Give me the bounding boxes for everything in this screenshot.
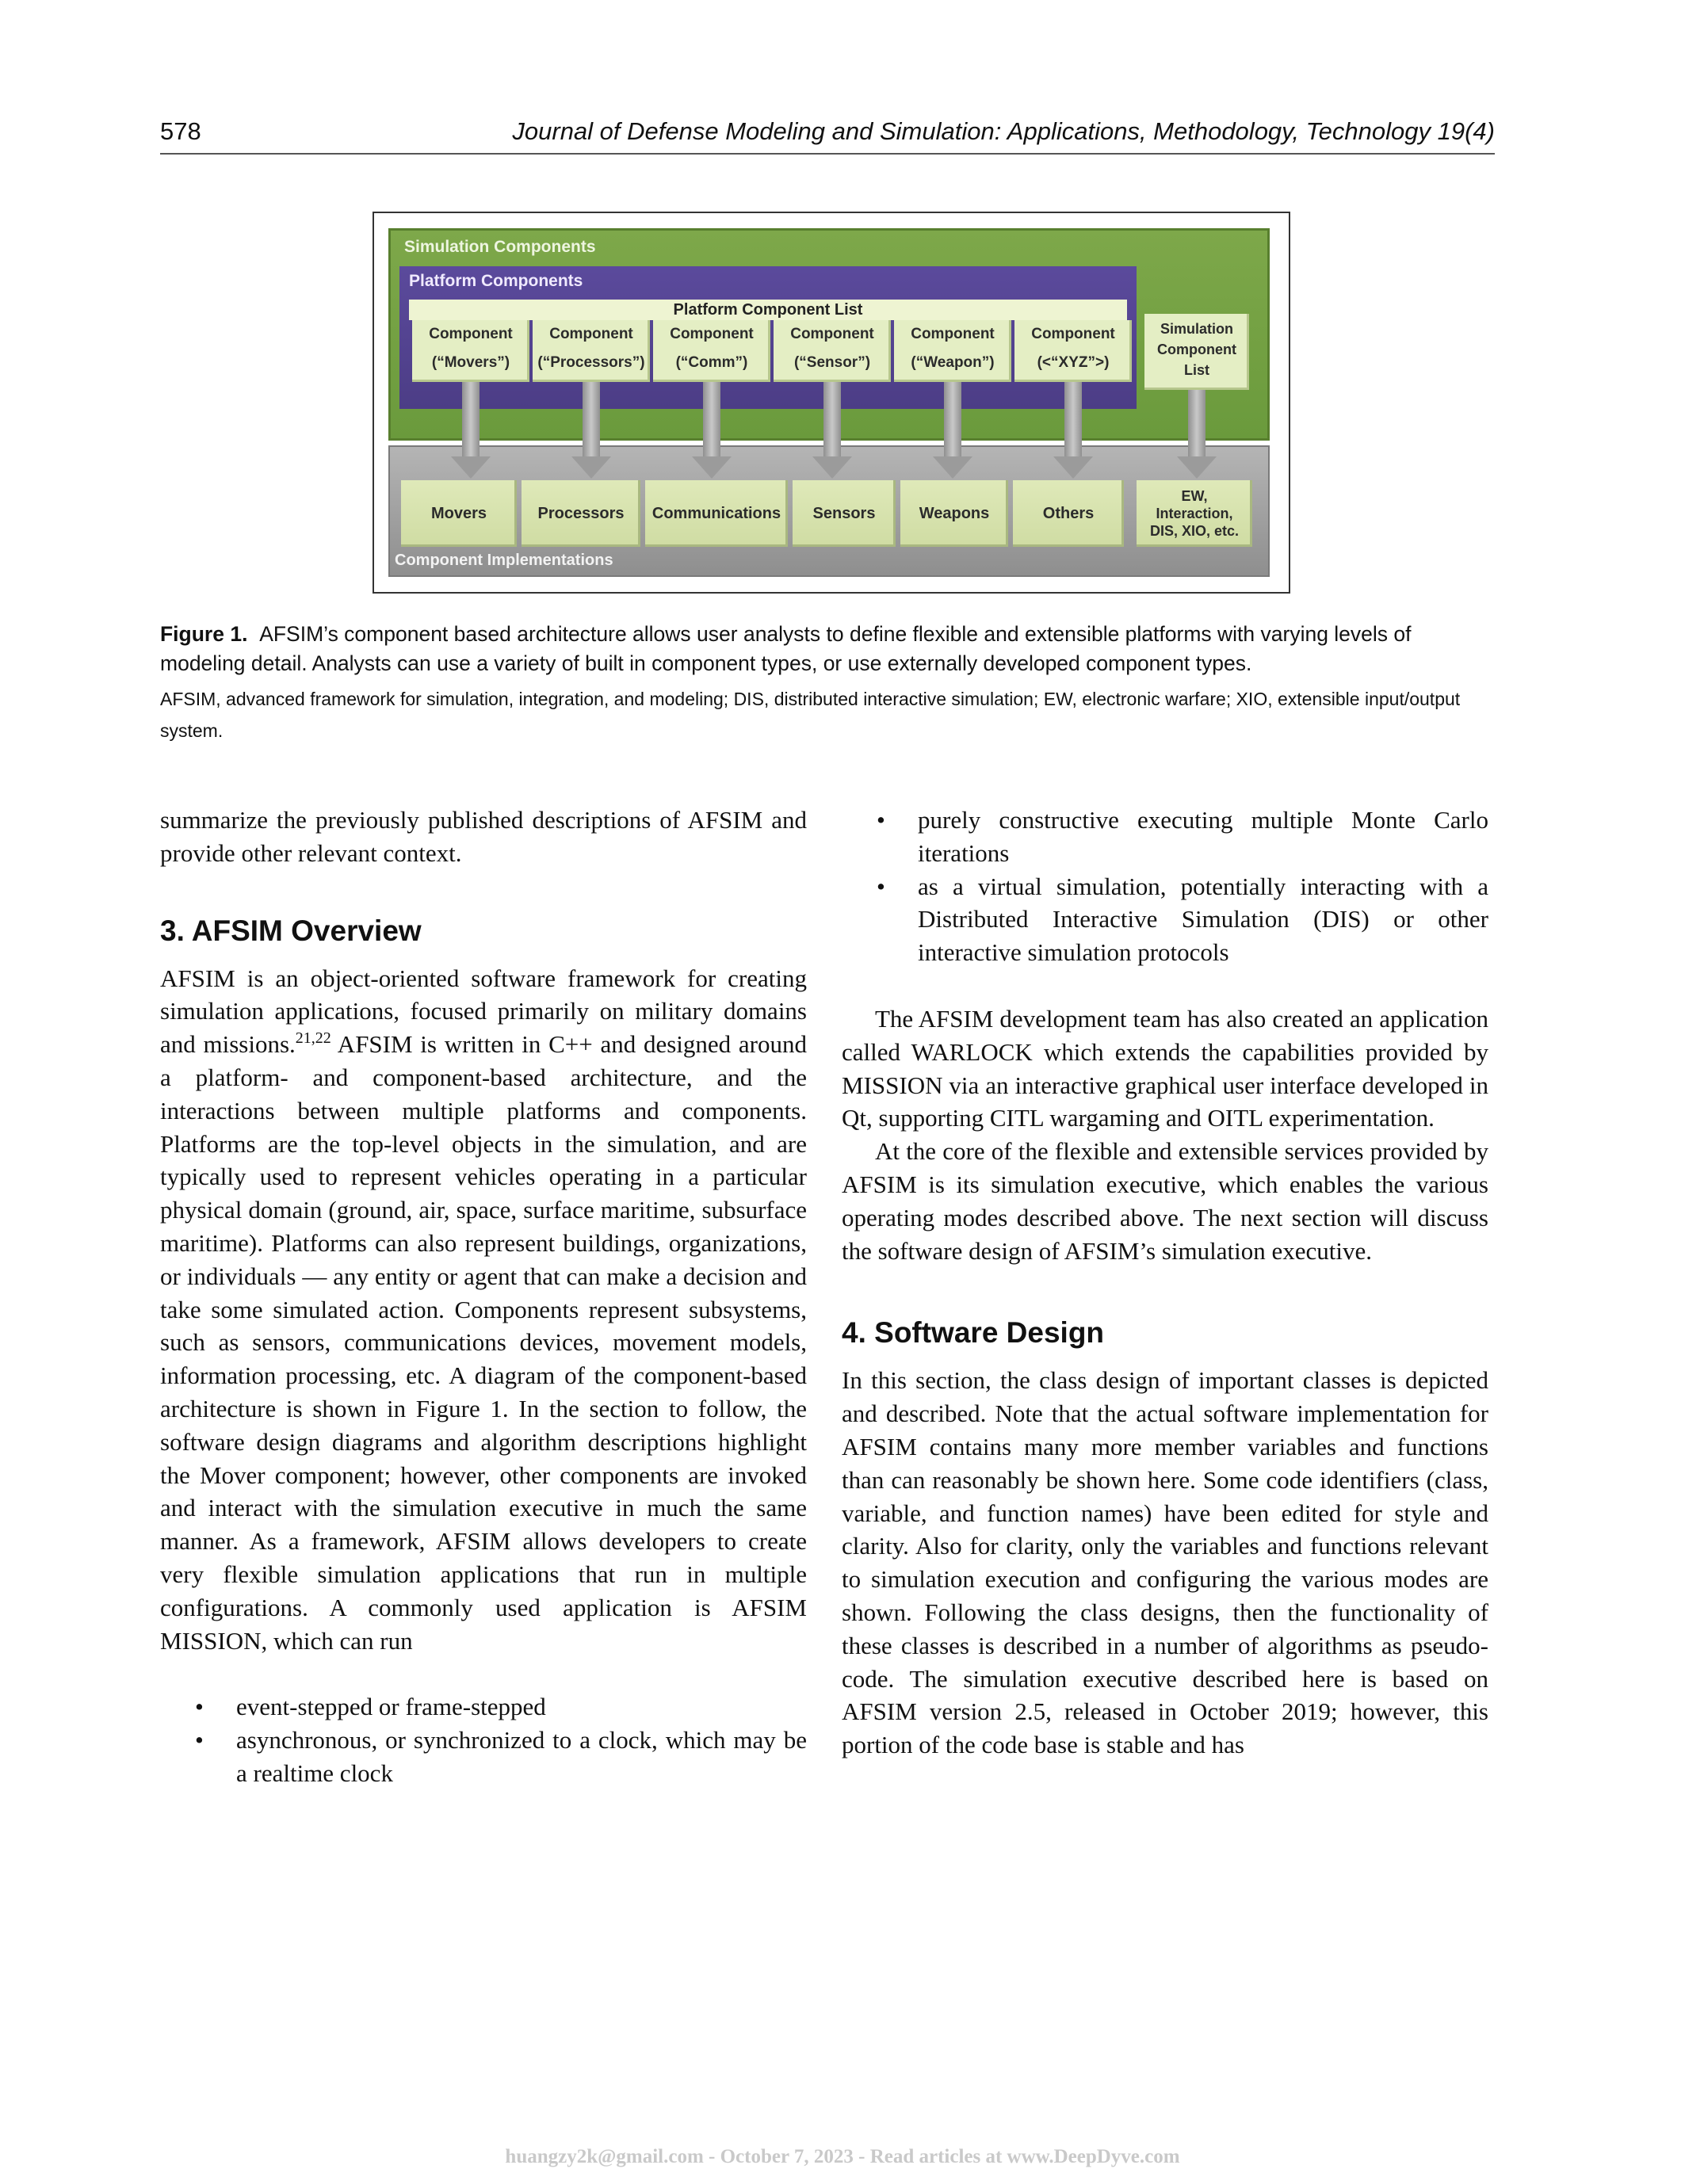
left-column bbox=[160, 804, 807, 1790]
list-item: • asynchronous, or synchronized to a clock, which may be a realtime clock bbox=[160, 1724, 807, 1790]
component-box bbox=[894, 320, 1011, 382]
component-type: (“Processors”) bbox=[537, 354, 645, 371]
warlock-paragraph: The AFSIM development team has also created an application called WARLOCK which extends the capabilities provided by MISSION via an interactive graphical user interface developed in Qt, supporting CITL wargaming and OITL experimentation. bbox=[842, 1004, 1488, 1132]
simulation-components-title: Simulation Components bbox=[404, 238, 596, 256]
software-design-paragraph: In this section, the class design of important classes is depicted and described. Note that the actual software implementation for AFSIM contains many more member variables and functions than can reasonably be shown here. Some code identifiers (class, variable, and function names) have been edited for style and clarity. Also for clarity, only the variables and functions relevant to simulation execution and configuring the various modes are shown. Following the class designs, then the functionality of these classes is described in a number of algorithms as pseudo-code. The simulation executive described here is based on AFSIM version 2.5, released in October 2019; however, this portion of the code base is stable and has bbox=[842, 1366, 1488, 1759]
overview-text-part2: AFSIM is written in C++ and designed around a platform- and component-based architecture, and the interactions between multiple platforms and components. Platforms are the top-level objects in the simulation, and are typically used to represent vehicles operating in a particular physical domain (ground, air, space, surface maritime, subsurface maritime). Platforms can also represent buildings, organizations, or individuals — any entity or agent that can make a decision and take some simulated action. Components represent subsystems, such as sensors, communications devices, movement models, information processing, etc. A diagram of the component-based architecture is shown in Figure 1. In the section to follow, the software design diagrams and algorithm descriptions highlight the Mover component; however, other components are invoked and interact with the simulation executive in much the same manner. As a framework, AFSIM allows developers to create very flexible simulation applications that run in multiple configurations. A commonly used application is AFSIM MISSION, which can run bbox=[160, 1030, 807, 1655]
journal-title: Journal of Defense Modeling and Simulation: Applications, Methodology, Technology 19(4) bbox=[512, 117, 1495, 145]
impl-box-communications: Communications bbox=[645, 480, 788, 547]
component-type: (“Comm”) bbox=[675, 354, 748, 371]
intro-paragraph: summarize the previously published descriptions of AFSIM and provide other relevant context. bbox=[160, 806, 807, 867]
component-type: (“Sensor”) bbox=[793, 354, 871, 371]
component-label: Component bbox=[549, 326, 633, 342]
down-arrow-icon bbox=[1188, 390, 1205, 458]
list-item: • as a virtual simulation, potentially interacting with a Distributed Interactive Simulation (DIS) or other interactive simulation protocols bbox=[842, 870, 1488, 969]
component-box bbox=[1014, 320, 1132, 382]
list-item: • purely constructive executing multiple Monte Carlo iterations bbox=[842, 804, 1488, 870]
component-box bbox=[533, 320, 650, 382]
down-arrow-icon bbox=[823, 382, 841, 458]
component-type: (<“XYZ”>) bbox=[1037, 354, 1110, 371]
figure-caption-text: AFSIM’s component based architecture allows user analysts to define flexible and extensible platforms with varying levels of modeling detail. Analysts can use a variety of built in component types, or use externally developed component types. bbox=[160, 622, 1412, 675]
down-arrow-icon bbox=[703, 382, 720, 458]
impl-extra-line: EW, bbox=[1181, 488, 1208, 504]
scl-line: Simulation bbox=[1160, 321, 1233, 337]
platform-components-title: Platform Components bbox=[409, 272, 583, 290]
watermark-footer: huangzy2k@gmail.com - October 7, 2023 - Read articles at www.DeepDyve.com bbox=[505, 2146, 1180, 2167]
architecture-diagram bbox=[388, 228, 1270, 577]
right-column bbox=[842, 804, 1488, 1762]
scl-line: Component bbox=[1157, 342, 1236, 357]
impl-box-sensors: Sensors bbox=[793, 480, 896, 547]
simulation-component-list-box bbox=[1144, 314, 1249, 390]
impl-extra-line: Interaction, bbox=[1156, 506, 1233, 521]
mission-modes-list bbox=[160, 1690, 807, 1789]
overview-paragraph bbox=[160, 962, 807, 1658]
platform-component-list-title: Platform Component List bbox=[673, 301, 863, 319]
overview-text-part1: AFSIM is an object-oriented software framework for creating simulation applications, focused primarily on military domains and missions. bbox=[160, 964, 807, 1059]
page-number: 578 bbox=[160, 117, 201, 145]
component-label: Component bbox=[670, 326, 754, 342]
figure-caption-label: Figure 1. bbox=[160, 622, 248, 646]
component-label: Component bbox=[911, 326, 995, 342]
header-divider bbox=[160, 153, 1495, 155]
impl-extra-line: DIS, XIO, etc. bbox=[1149, 523, 1240, 539]
executive-paragraph: At the core of the flexible and extensible services provided by AFSIM is its simulation executive, which enables the various operating modes described above. The next section will discuss the software design of AFSIM’s simulation executive. bbox=[842, 1137, 1488, 1265]
down-arrow-icon bbox=[462, 382, 480, 458]
component-box bbox=[412, 320, 529, 382]
citation: 21,22 bbox=[295, 1029, 331, 1048]
component-implementations-title: Component Implementations bbox=[395, 552, 613, 569]
down-arrow-icon bbox=[944, 382, 961, 458]
component-type: (“Movers”) bbox=[431, 354, 510, 371]
component-type: (“Weapon”) bbox=[911, 354, 995, 371]
down-arrow-icon bbox=[1064, 382, 1082, 458]
component-label: Component bbox=[429, 326, 513, 342]
mission-modes-list-continued bbox=[842, 804, 1488, 969]
component-box bbox=[774, 320, 891, 382]
figure-abbreviations: AFSIM, advanced framework for simulation, integration, and modeling; DIS, distributed interactive simulation; EW, electronic warfare; XIO, extensible input/output system. bbox=[160, 689, 1461, 741]
impl-box-weapons: Weapons bbox=[900, 480, 1008, 547]
list-item: • event-stepped or frame-stepped bbox=[160, 1690, 807, 1724]
impl-box-movers: Movers bbox=[401, 480, 517, 547]
section-heading-software-design: 4. Software Design bbox=[842, 1316, 1105, 1350]
component-label: Component bbox=[1031, 326, 1115, 342]
figure-caption bbox=[160, 620, 1495, 678]
impl-box-others: Others bbox=[1013, 480, 1124, 547]
component-box bbox=[653, 320, 770, 382]
impl-box-processors: Processors bbox=[522, 480, 640, 547]
scl-line: List bbox=[1183, 362, 1209, 378]
impl-box-extra bbox=[1137, 480, 1252, 547]
component-label: Component bbox=[790, 326, 874, 342]
section-heading-overview: 3. AFSIM Overview bbox=[160, 914, 422, 947]
down-arrow-icon bbox=[583, 382, 600, 458]
